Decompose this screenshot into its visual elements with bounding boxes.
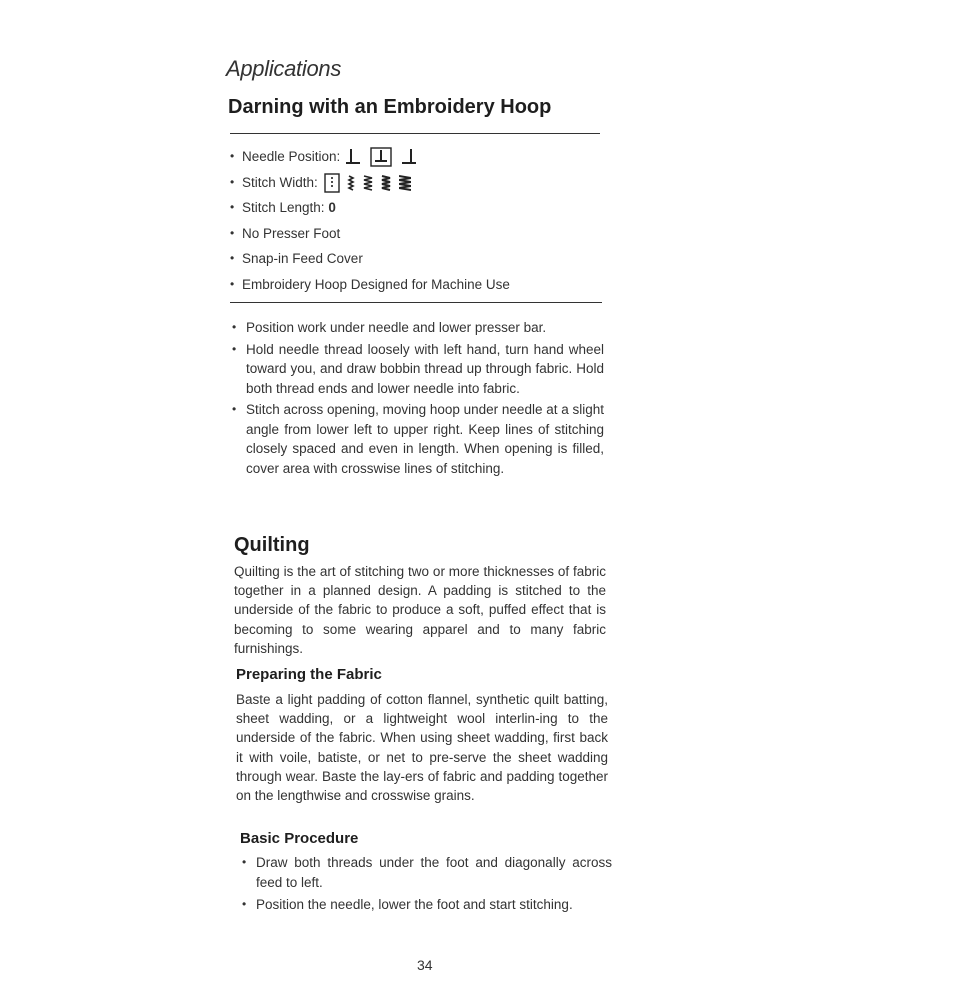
hoop-item bbox=[230, 272, 610, 298]
stitch-length-value: 0 bbox=[328, 200, 336, 215]
feed-cover-item bbox=[230, 246, 610, 272]
stitch-width-item bbox=[230, 170, 610, 196]
preparing-text: Baste a light padding of cotton flannel, synthetic quilt batting, sheet wadding, or a lightweight wool interlin-ing to the underside of the fabric. When using sheet wadding, first back it with voile, batiste, or net to pre-serve the sheet wadding through wear. Baste the lay-ers of fabric and padding together on the lengthwise and crosswise grains. bbox=[236, 692, 608, 804]
width-2-icon bbox=[363, 175, 373, 191]
page-title: Darning with an Embroidery Hoop bbox=[228, 96, 552, 118]
step-item: • Hold needle thread loosely with left hand, turn hand wheel toward you, and draw bobbin thread up through fabric. Hold both thread ends and lower needle into fabric. bbox=[232, 340, 604, 399]
feed-cover-text: Snap-in Feed Cover bbox=[242, 251, 363, 266]
preparing-title: Preparing the Fabric bbox=[236, 666, 382, 683]
darning-steps bbox=[232, 318, 604, 480]
width-4-icon bbox=[399, 175, 411, 191]
procedure-item: • Position the needle, lower the foot and start stitching. bbox=[242, 895, 612, 915]
width-3-icon bbox=[381, 175, 391, 191]
needle-right-icon bbox=[402, 148, 416, 166]
stitch-length-item bbox=[230, 195, 610, 221]
section-label: Applications bbox=[226, 56, 342, 81]
stitch-length-label: Stitch Length: bbox=[242, 200, 325, 215]
width-1-icon bbox=[347, 175, 355, 191]
basic-procedure-steps bbox=[242, 853, 612, 918]
needle-position-label: Needle Position: bbox=[242, 149, 341, 164]
stitch-width-label: Stitch Width: bbox=[242, 174, 318, 190]
basic-procedure-title: Basic Procedure bbox=[240, 830, 359, 847]
presser-foot-text: No Presser Foot bbox=[242, 225, 341, 241]
hoop-text: Embroidery Hoop Designed for Machine Use bbox=[242, 276, 510, 292]
top-divider bbox=[230, 133, 600, 134]
needle-left-icon bbox=[346, 148, 360, 166]
quilting-intro: Quilting is the art of stitching two or more thicknesses of fabric together in a planned design. A padding is stitched to the underside of the fabric to produce a soft, puffed effect that is becoming to some wearing apparel and to many fabric furnishings. bbox=[234, 564, 606, 656]
needle-center-selected-icon bbox=[370, 147, 392, 167]
procedure-item: • Draw both threads under the foot and diagonally across feed to left. bbox=[242, 853, 612, 892]
presser-foot-item bbox=[230, 221, 610, 247]
page-number: 34 bbox=[417, 957, 433, 973]
width-0-selected-icon bbox=[324, 173, 340, 193]
bottom-divider bbox=[230, 302, 602, 303]
settings-list bbox=[230, 144, 610, 297]
step-item: • Stitch across opening, moving hoop under needle at a slight angle from lower left to upper right. Keep lines of stitching closely spaced and even in length. When opening is filled, cover area with crosswise lines of stitching. bbox=[232, 400, 604, 478]
quilting-title: Quilting bbox=[234, 534, 310, 556]
step-item: • Position work under needle and lower presser bar. bbox=[232, 318, 604, 338]
needle-position-item bbox=[230, 144, 610, 170]
